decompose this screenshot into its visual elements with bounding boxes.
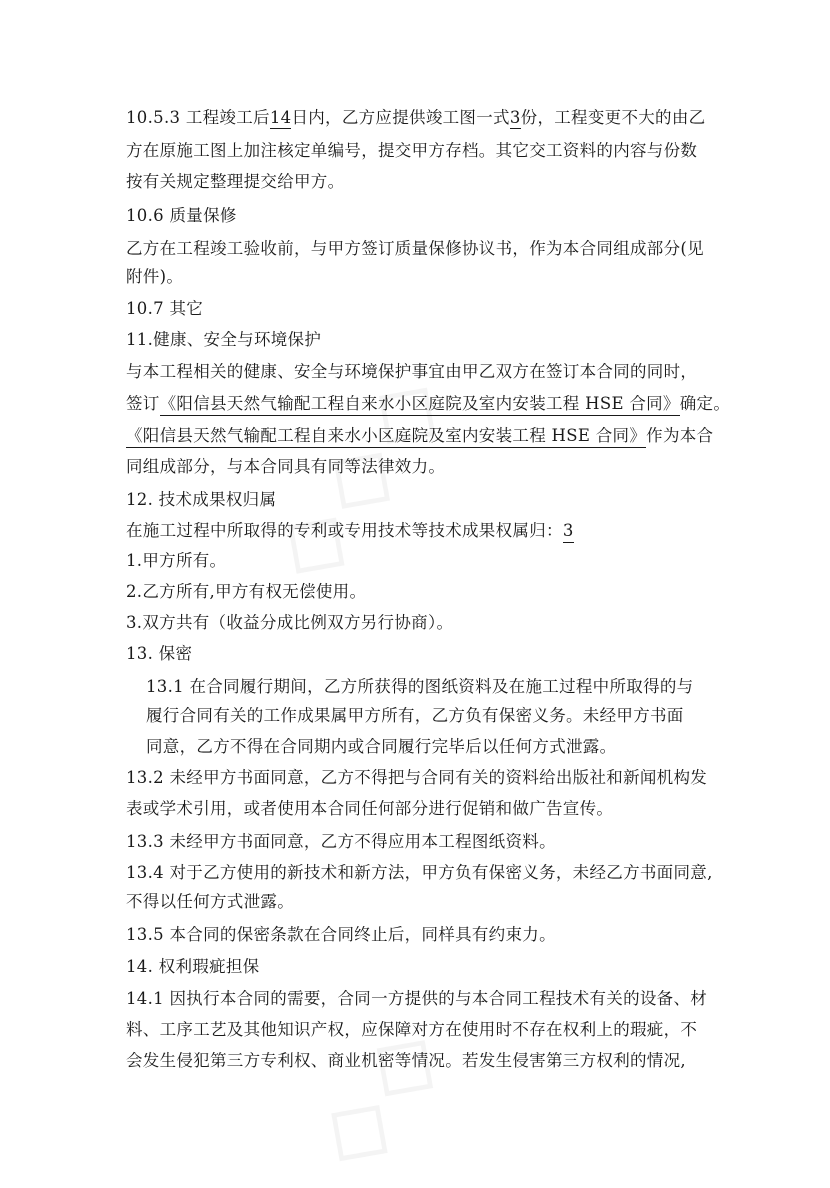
underlined-fill: 《阳信县天然气输配工程自来水小区庭院及室内安装工程 HSE 合同》 [126,425,646,448]
text-line: 乙方在工程竣工验收前，与甲方签订质量保修协议书，作为本合同组成部分(见 [126,239,704,258]
text-line: 13.4 对于乙方使用的新技术和新方法，甲方负有保密义务，未经乙方书面同意, [126,863,713,882]
text-run: 签订 [126,394,160,413]
text-line: 会发生侵犯第三方专利权、商业机密等情况。若发生侵害第三方权利的情况, [126,1051,686,1070]
underlined-fill: 《阳信县天然气输配工程自来水小区庭院及室内安装工程 HSE 合同》 [160,393,680,416]
text-line [126,393,730,416]
text-line: 12. 技术成果权归属 [126,490,277,509]
text-line: 2.乙方所有,甲方有权无偿使用。 [126,582,367,601]
text-run: 10.5.3 工程竣工后 [126,108,270,127]
text-line: 料、工序工艺及其他知识产权，应保障对方在使用时不存在权利上的瑕疵，不 [126,1020,698,1039]
text-line: 与本工程相关的健康、安全与环境保护事宜由甲乙双方在签订本合同的同时， [126,362,698,381]
text-line: 13.3 未经甲方书面同意，乙方不得应用本工程图纸资料。 [126,832,556,851]
text-line: 不得以任何方式泄露。 [126,892,294,911]
text-line: 13.1 在合同履行期间，乙方所获得的图纸资料及在施工过程中所取得的与 [146,677,694,696]
text-line: 附件)。 [126,267,184,286]
text-run: 在施工过程中所取得的专利或专用技术等技术成果权属归： [126,521,563,540]
text-line [126,107,705,129]
underlined-fill: 14 [269,108,292,127]
text-line: 10.7 其它 [126,299,204,318]
text-line: 同组成部分，与本合同具有同等法律效力。 [126,457,446,476]
text-line: 表或学术引用，或者使用本合同任何部分进行促销和做广告宣传。 [126,799,614,818]
text-line: 同意，乙方不得在合同期内或合同履行完毕后以任何方式泄露。 [146,737,617,756]
underlined-fill: 3 [563,520,574,543]
text-line: 11.健康、安全与环境保护 [126,330,322,349]
text-run: 日内，乙方应提供竣工图一式 [291,108,510,127]
text-line: 履行合同有关的工作成果属甲方所有，乙方负有保密义务。未经甲方书面 [146,706,684,725]
text-line: 13.5 本合同的保密条款在合同终止后，同样具有约束力。 [126,925,556,944]
text-line: 按有关规定整理提交给甲方。 [126,172,345,191]
text-line [126,520,574,543]
text-line: 13. 保密 [126,644,193,663]
text-line: 方在原施工图上加注核定单编号，提交甲方存档。其它交工资料的内容与份数 [126,141,698,160]
text-line: 10.6 质量保修 [126,206,237,225]
text-line: 14. 权利瑕疵担保 [126,957,260,976]
text-line [126,425,713,448]
text-line: 13.2 未经甲方书面同意，乙方不得把与合同有关的资料给出版社和新闻机构发 [126,768,708,787]
text-run: 作为本合 [646,426,714,445]
text-run: 确定。 [679,394,731,413]
text-line: 14.1 因执行本合同的需要，合同一方提供的与本合同工程技术有关的设备、材 [126,989,708,1008]
underlined-fill: 3 [509,108,521,127]
text-line: 3.双方共有（收益分成比例双方另行协商）。 [126,613,454,632]
text-line: 1.甲方所有。 [126,551,227,570]
text-run: 份，工程变更不大的由乙 [520,108,706,127]
